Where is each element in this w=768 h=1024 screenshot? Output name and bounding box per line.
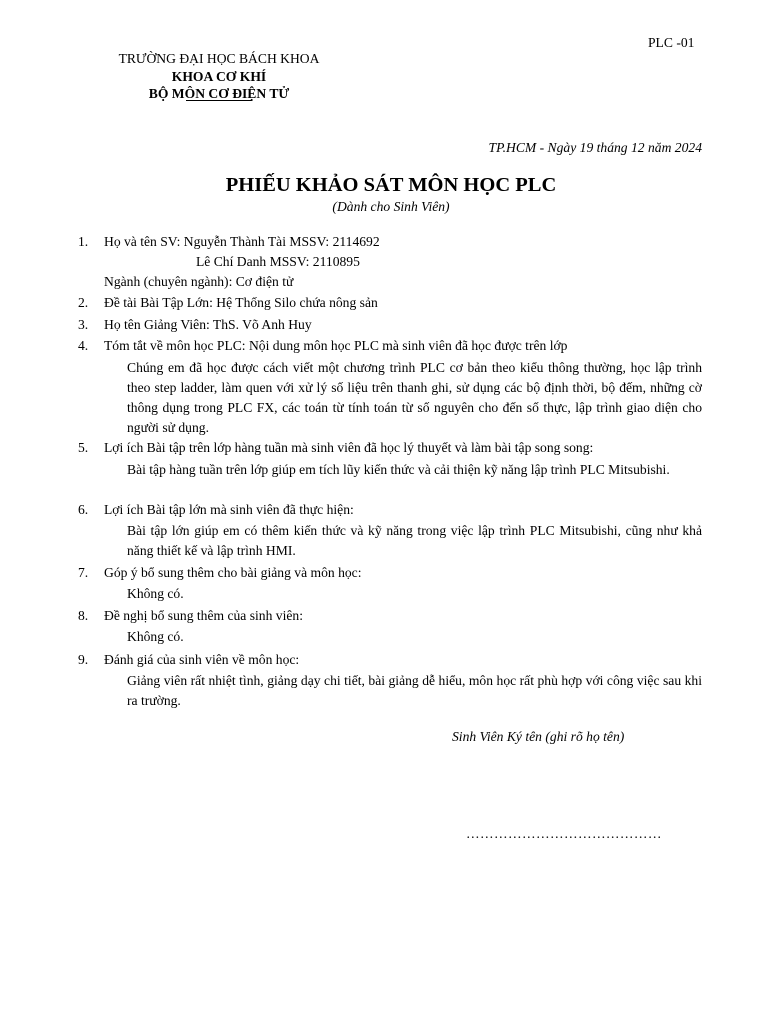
- item-question: Lợi ích Bài tập trên lớp hàng tuần mà sinh viên đã học lý thuyết và làm bài tập song song:: [104, 440, 594, 455]
- university-name: TRƯỜNG ĐẠI HỌC BÁCH KHOA: [118, 51, 320, 66]
- item-answer: Giảng viên rất nhiệt tình, giảng dạy chi tiết, bài giảng dễ hiểu, môn học rất phù hợp với công việc sau khi ra trường.: [127, 673, 702, 708]
- item-question: Đánh giá của sinh viên về môn học:: [104, 652, 300, 667]
- faculty-name: KHOA CƠ KHÍ: [171, 68, 267, 84]
- item-answer: Không có.: [127, 629, 184, 644]
- item-number: 2.: [78, 295, 89, 310]
- department-underline: [186, 100, 251, 101]
- student-name-2: Lê Chí Danh MSSV: 2110895: [196, 254, 360, 269]
- item-number: 8.: [78, 608, 89, 623]
- signature-line: ……………………………………: [466, 826, 662, 841]
- form-code: PLC -01: [648, 35, 695, 50]
- major: Ngành (chuyên ngành): Cơ điện tử: [104, 274, 294, 289]
- item-number: 1.: [78, 234, 89, 249]
- department-name: BỘ MÔN CƠ ĐIỆN TỬ: [148, 86, 290, 101]
- place-date: TP.HCM - Ngày 19 tháng 12 năm 2024: [488, 140, 702, 155]
- item-number: 9.: [78, 652, 89, 667]
- page-title: PHIẾU KHẢO SÁT MÔN HỌC PLC: [225, 174, 557, 196]
- item-number: 3.: [78, 317, 89, 332]
- project-topic: Đề tài Bài Tập Lớn: Hệ Thống Silo chứa nông sản: [104, 295, 378, 310]
- item-number: 5.: [78, 440, 89, 455]
- item-question: Lợi ích Bài tập lớn mà sinh viên đã thực hiện:: [104, 502, 354, 517]
- item-question: Đề nghị bổ sung thêm của sinh viên:: [104, 608, 303, 623]
- page-subtitle: (Dành cho Sinh Viên): [332, 199, 450, 214]
- signature-label: Sinh Viên Ký tên (ghi rõ họ tên): [452, 729, 625, 744]
- student-name-1: Họ và tên SV: Nguyễn Thành Tài MSSV: 2114692: [104, 234, 380, 249]
- item-number: 4.: [78, 338, 89, 353]
- item-answer: Bài tập lớn giúp em có thêm kiến thức và kỹ năng trong việc lập trình PLC Mitsubishi, cũng như khả năng thiết kế và lập trình HMI.: [127, 523, 702, 558]
- lecturer-name: Họ tên Giảng Viên: ThS. Võ Anh Huy: [104, 317, 312, 332]
- item-question: Góp ý bổ sung thêm cho bài giảng và môn học:: [104, 565, 362, 580]
- item-answer: Không có.: [127, 586, 184, 601]
- institution-block: [104, 50, 334, 103]
- item-number: 6.: [78, 502, 89, 517]
- item-question: Tóm tắt về môn học PLC: Nội dung môn học PLC mà sinh viên đã học được trên lớp: [104, 338, 568, 353]
- item-answer: Bài tập hàng tuần trên lớp giúp em tích lũy kiến thức và cải thiện kỹ năng lập trình PLC Mitsubishi.: [127, 462, 670, 477]
- item-number: 7.: [78, 565, 89, 580]
- item-answer: Chúng em đã học được cách viết một chương trình PLC cơ bản theo kiểu thông thường, học lập trình theo step ladder, làm quen với xử lý số liệu trên thanh ghi, sử dụng các bộ định thời, bộ đếm, những cờ thông dụng trong PLC FX, các toán từ tính toán từ số nguyên cho đến số thực, lập trình giao diện cho người sử dụng.: [127, 360, 702, 435]
